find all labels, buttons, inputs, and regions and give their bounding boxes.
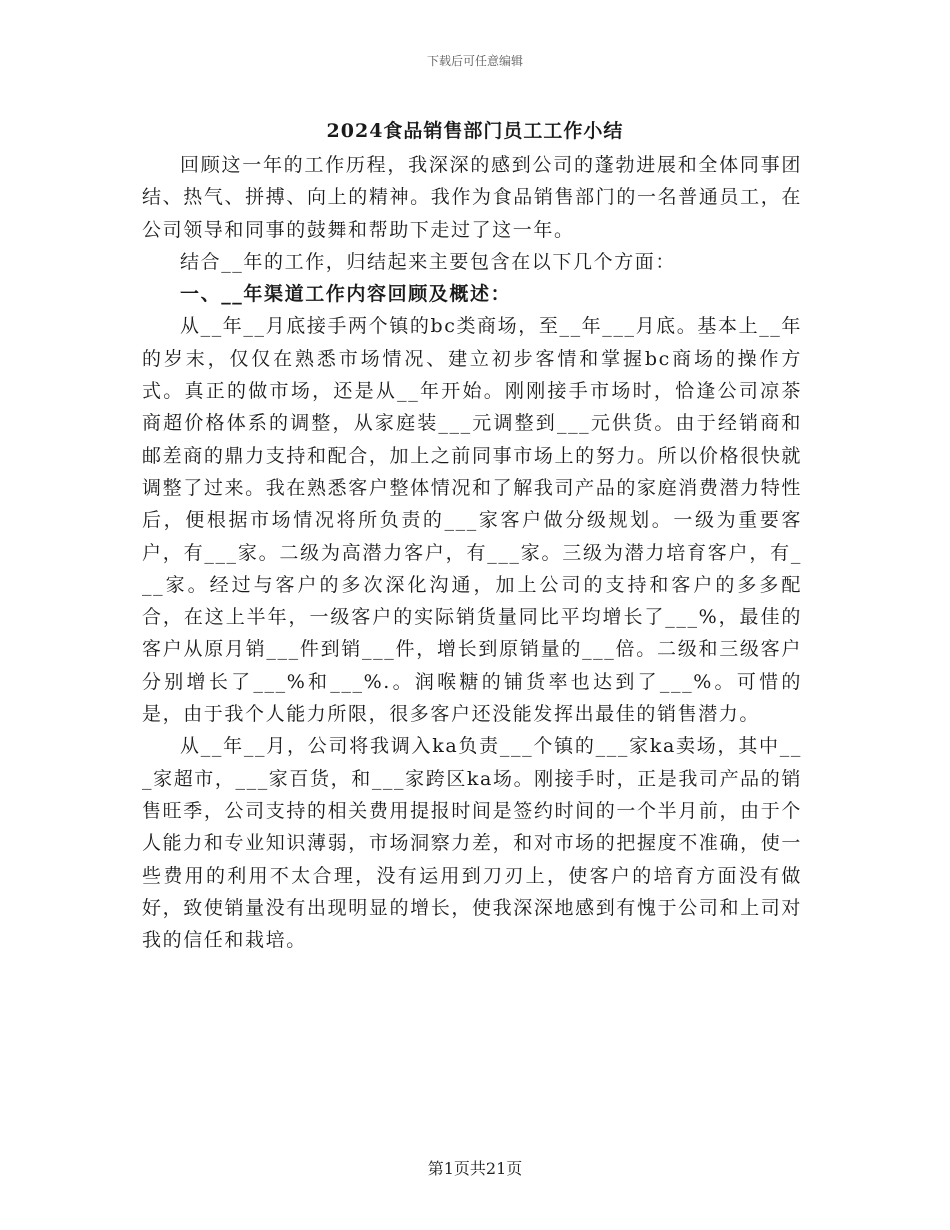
document-body <box>142 149 802 956</box>
paragraph-intro: 回顾这一年的工作历程，我深深的感到公司的蓬勃进展和全体同事团结、热气、拼搏、向上的精神。我作为食品销售部门的一名普通员工，在公司领导和同事的鼓舞和帮助下走过了这一年。 <box>142 154 802 241</box>
document-title: 2024食品销售部门员工工作小结 <box>326 120 624 142</box>
paragraph-ka-review: 从__年__月，公司将我调入ka负责___个镇的___家ka卖场，其中___家超市，___家百货，和___家跨区ka场。刚接手时，正是我司产品的销售旺季，公司支持的相关费用提报时间是签约时间的一个半月前，由于个人能力和专业知识薄弱，市场洞察力差，和对市场的把握度不准确，使一些费用的利用不太合理，没有运用到刀刃上，使客户的培育方面没有做好，致使销量没有出现明显的增长，使我深深地感到有愧于公司和上司对我的信任和栽培。 <box>142 735 802 952</box>
paragraph-summary-lead: 结合__年的工作，归结起来主要包含在以下几个方面： <box>180 250 677 273</box>
page-number: 第1页共21页 <box>427 1159 523 1178</box>
page-header-note: 下载后可任意编辑 <box>426 54 523 68</box>
paragraph-channel-review: 从__年__月底接手两个镇的bc类商场，至__年___月底。基本上__年的岁末，仅仅在熟悉市场情况、建立初步客情和掌握bc商场的操作方式。真正的做市场，还是从__年开始。刚刚接手市场时，恰逢公司凉茶商超价格体系的调整，从家庭装___元调整到___元供货。由于经销商和邮差商的鼎力支持和配合，加上之前同事市场上的努力。所以价格很快就调整了过来。我在熟悉客户整体情况和了解我司产品的家庭消费潜力特性后，便根据市场情况将所负责的___家客户做分级规划。一级为重要客户，有___家。二级为高潜力客户，有___家。三级为潜力培育客户，有___家。经过与客户的多次深化沟通，加上公司的支持和客户的多多配合，在这上半年，一级客户的实际销货量同比平均增长了___%，最佳的客户从原月销___件到销___件，增长到原销量的___倍。二级和三级客户分别增长了___%和___%.。润喉糖的铺货率也达到了___%。可惜的是，由于我个人能力所限，很多客户还没能发挥出最佳的销售潜力。 <box>142 315 802 726</box>
section-heading-1: 一、__年渠道工作内容回顾及概述： <box>180 283 512 306</box>
